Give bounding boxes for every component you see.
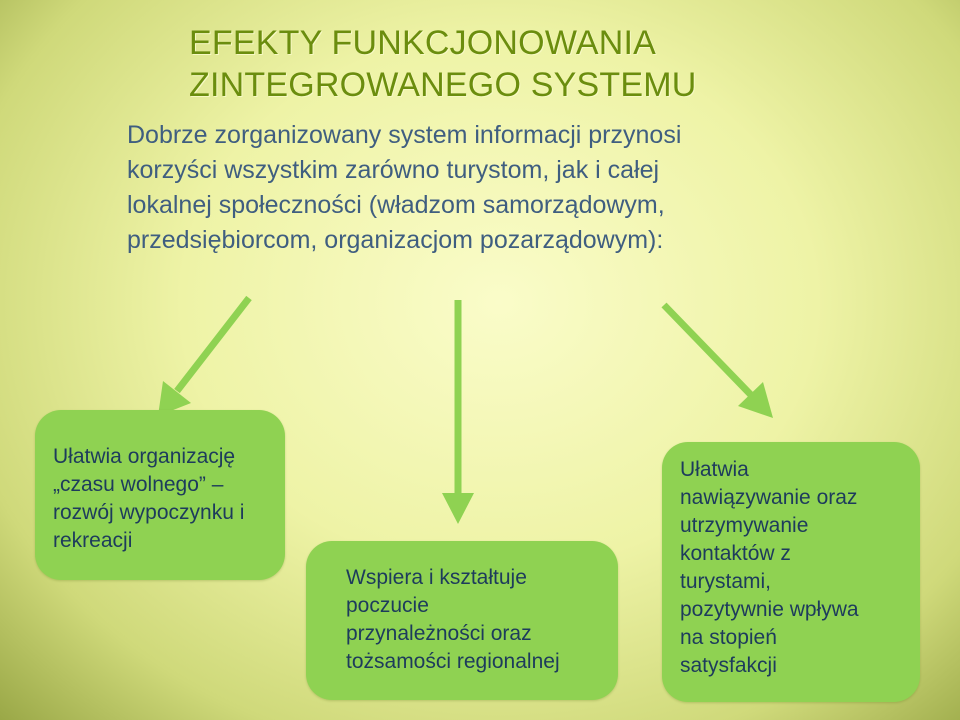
- slide-title: [189, 22, 889, 106]
- box-tourist-contacts: [662, 442, 920, 702]
- title-line-1: EFEKTY FUNKCJONOWANIA: [189, 24, 657, 62]
- box-right-line-5: turystami,: [680, 570, 772, 593]
- box-right-line-1: Ułatwia: [680, 458, 749, 481]
- arrow-to-left-box: [158, 298, 249, 416]
- box-center-line-4: tożsamości regionalnej: [346, 650, 560, 673]
- box-left-line-3: rozwój wypoczynku i: [53, 501, 245, 524]
- box-right-line-6: pozytywnie wpływa: [680, 598, 859, 621]
- box-left-line-2: „czasu wolnego” –: [53, 473, 224, 496]
- box-right-line-3: utrzymywanie: [680, 514, 809, 537]
- intro-paragraph: [127, 118, 887, 258]
- intro-line-4: przedsiębiorcom, organizacjom pozarządowym):: [127, 226, 664, 254]
- box-center-line-3: przynależności oraz: [346, 622, 532, 645]
- box-leisure-organization: [35, 410, 285, 580]
- intro-line-2: korzyści wszystkim zarówno turystom, jak i całej: [127, 156, 660, 184]
- title-line-2: ZINTEGROWANEGO SYSTEMU: [189, 66, 697, 104]
- intro-line-3: lokalnej społeczności (władzom samorządowym,: [127, 191, 665, 219]
- intro-line-1: Dobrze zorganizowany system informacji przynosi: [127, 121, 682, 149]
- box-right-line-8: satysfakcji: [680, 654, 777, 677]
- box-right-line-2: nawiązywanie oraz: [680, 486, 858, 509]
- box-right-line-7: na stopień: [680, 626, 777, 649]
- box-regional-identity: [306, 541, 618, 700]
- box-left-line-1: Ułatwia organizację: [53, 445, 236, 468]
- box-right-line-4: kontaktów z: [680, 542, 791, 565]
- box-center-line-1: Wspiera i kształtuje: [346, 566, 527, 589]
- box-left-line-4: rekreacji: [53, 529, 133, 552]
- arrow-to-right-box: [664, 305, 773, 418]
- box-center-line-2: poczucie: [346, 594, 429, 617]
- arrow-to-center-box: [442, 300, 474, 524]
